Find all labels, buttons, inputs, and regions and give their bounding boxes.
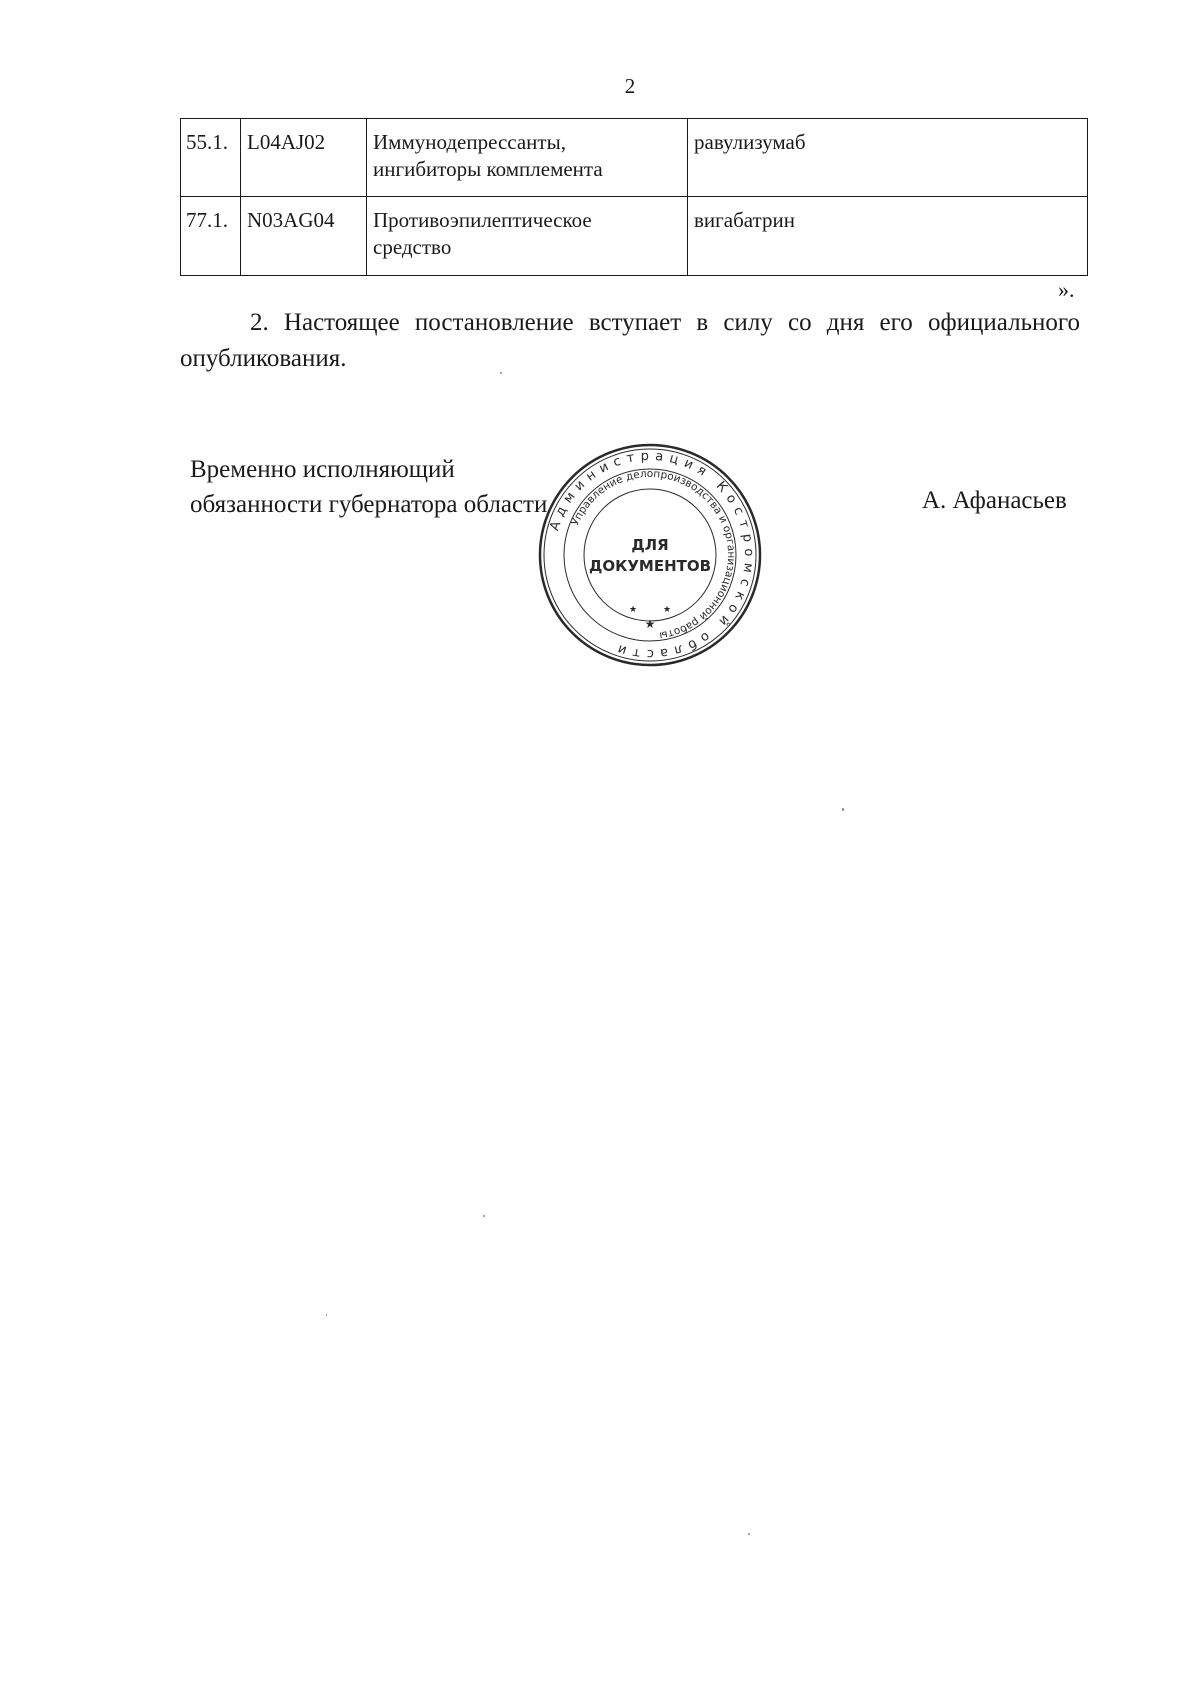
stamp-inner-text: Управление делопроизводства и организационной работы	[569, 467, 738, 642]
substance-cell: вигабатрин	[688, 197, 1088, 276]
closing-quote: ».	[1058, 277, 1075, 302]
stamp-outer-text: Администрация Костромской области	[547, 448, 757, 662]
signer-name: А. Афанасьев	[922, 487, 1067, 514]
stamp-star-icon: ★	[662, 605, 672, 615]
atc-code-cell: L04AJ02	[241, 119, 367, 197]
scan-speck	[842, 808, 844, 811]
drug-group-line: средство	[373, 235, 452, 259]
page-number: 2	[624, 74, 636, 98]
drug-group-cell	[367, 119, 688, 197]
drug-group-cell	[367, 197, 688, 276]
table-row	[181, 197, 1088, 276]
substance-cell: равулизумаб	[688, 119, 1088, 197]
drug-group-line: Противоэпилептическое	[373, 208, 592, 232]
stamp-star-icon: ★	[628, 605, 638, 615]
drug-group-line: ингибиторы комплемента	[373, 157, 603, 181]
row-number-cell: 55.1.	[181, 119, 241, 197]
atc-code-cell: N03AG04	[241, 197, 367, 276]
drug-group-line: Иммунодепрессанты,	[373, 130, 566, 154]
scan-speck	[748, 1533, 750, 1535]
stamp-star-icon: ★	[644, 617, 656, 631]
signer-title	[190, 452, 547, 522]
signer-title-line: Временно исполняющий	[190, 456, 455, 483]
official-stamp	[535, 440, 765, 670]
scan-speck	[483, 1215, 485, 1217]
row-number-cell: 77.1.	[181, 197, 241, 276]
scan-speck	[500, 372, 502, 374]
effective-date-paragraph: 2. Настоящее постановление вступает в силу со дня его официального опубликования.	[180, 309, 1080, 372]
table-row	[181, 119, 1088, 197]
stamp-inner-ring	[584, 489, 716, 621]
signer-title-line: обязанности губернатора области	[190, 491, 548, 518]
stamp-center-line: ДОКУМЕНТОВ	[588, 557, 712, 575]
scan-speck	[326, 1314, 327, 1316]
stamp-center-line: ДЛЯ	[631, 536, 669, 554]
drug-table	[180, 118, 1088, 276]
